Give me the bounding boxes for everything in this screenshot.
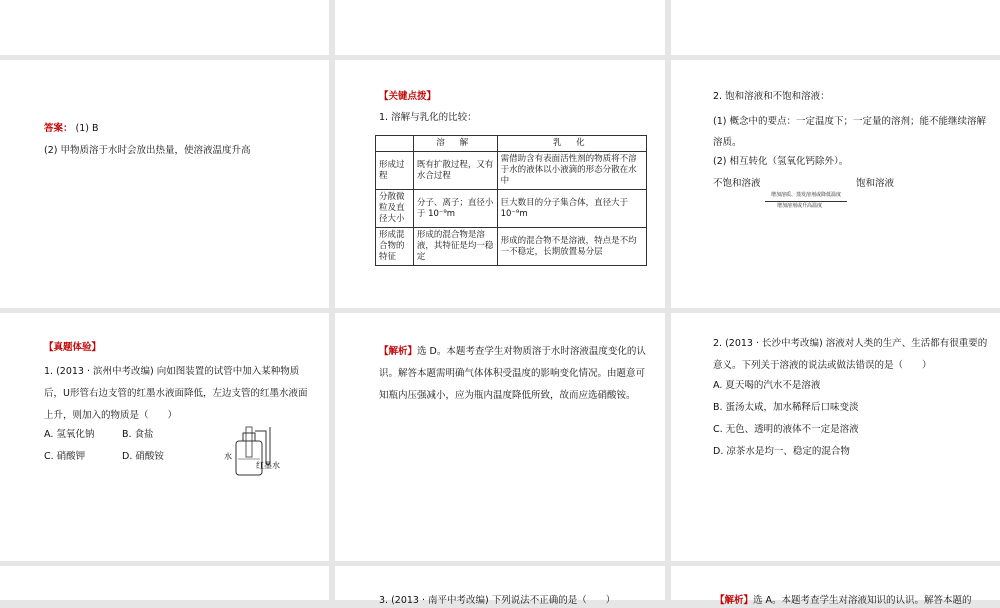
analysis-2-body: 选 A。本题考查学生对溶液知识的认识。解答本题的 (753, 595, 972, 606)
answer-line-2: (2) 甲物质溶于水时会放出热量，使溶液温度升高 (44, 145, 251, 156)
table-cell: 巨大数目的分子集合体，直径大于 10⁻⁹m (497, 190, 646, 228)
conversion-arrow (765, 201, 847, 202)
table-row (376, 152, 647, 190)
arrow-bottom-text: 增加溶剂或升高温度 (777, 203, 823, 209)
option-c: C. 硝酸钾 (44, 451, 86, 462)
option-a: A. 氢氧化钠 (44, 429, 95, 440)
key-points-intro: 1. 溶解与乳化的比较： (379, 112, 477, 123)
q2-option-c: C. 无色、透明的液体不一定是溶液 (713, 424, 859, 435)
q2-option-a: A. 夏天喝的汽水不是溶液 (713, 380, 821, 391)
slide-10 (0, 566, 329, 600)
analysis-body: 选 D。本题考查学生对物质溶于水时溶液温度变化的认识。解答本题需明确气体体积受温度的影响变化情况。由题意可知瓶内压强减小，应为瓶内温度降低所致，故而应选硝酸铵。 (379, 346, 646, 401)
key-points-heading: 【关键点拨】 (379, 91, 437, 102)
table-cell: 形成过程 (376, 152, 414, 190)
table-cell: 分子、离子；直径小于 10⁻⁹m (413, 190, 497, 228)
saturated-point-1: (1) 概念中的要点：一定温度下；一定量的溶剂；能不能继续溶解溶质。 (713, 116, 986, 148)
saturated-point-2: (2) 相互转化（氢氧化钙除外）。 (713, 156, 849, 167)
table-row (376, 228, 647, 266)
exam-heading: 【真题体验】 (44, 342, 102, 353)
slide-11 (335, 566, 665, 606)
analysis-2-label: 【解析】 (715, 595, 754, 606)
table-cell: 分散微粒及直径大小 (376, 190, 414, 228)
slide-exam-2 (671, 313, 1000, 561)
saturated-label: 饱和溶液 (856, 178, 895, 189)
table-cell: 既有扩散过程，又有水合过程 (413, 152, 497, 190)
slide-saturated (671, 60, 1000, 308)
saturated-title: 2. 饱和溶液和不饱和溶液： (713, 91, 830, 102)
slide-analysis-1 (335, 313, 665, 561)
slide-1 (0, 0, 329, 55)
analysis-2-partial (715, 594, 972, 608)
slide-exam-1 (0, 313, 329, 561)
analysis-label: 【解析】 (379, 346, 418, 357)
table-cell: 形成的混合物不是溶液，特点是不均一不稳定，长期放置易分层 (497, 228, 646, 266)
water-label: 水 (224, 452, 232, 461)
analysis-text (379, 341, 651, 407)
apparatus-figure (222, 425, 292, 483)
slide-3 (671, 0, 1000, 55)
slide-key-points (335, 60, 665, 308)
table-header-row (376, 136, 647, 152)
slide-answer (0, 60, 329, 308)
ink-label: 红墨水 (256, 461, 280, 470)
arrow-top-text: 增加溶质、蒸发溶剂或降低温度 (771, 192, 842, 198)
answer-label: 答案： (44, 123, 73, 134)
option-d: D. 硝酸铵 (122, 451, 164, 462)
slide-12 (671, 566, 1000, 606)
unsaturated-label: 不饱和溶液 (713, 178, 761, 189)
q2-option-b: B. 蛋汤太咸，加水稀释后口味变淡 (713, 402, 859, 413)
table-header-cell: 溶 解 (413, 136, 497, 152)
option-b: B. 食盐 (122, 429, 154, 440)
exam-question-2: 2. (2013 · 长沙中考改编) 溶液对人类的生产、生活都有很重要的意义。下列关于溶液的说法或做法错误的是（ ） (713, 338, 988, 371)
table-cell: 形成混合物的特征 (376, 228, 414, 266)
table-header-cell (376, 136, 414, 152)
table-header-cell: 乳 化 (497, 136, 646, 152)
exam-question-3-partial: 3. (2013 · 南平中考改编) 下列说法不正确的是（ ） (379, 595, 616, 606)
table-row (376, 190, 647, 228)
exam-question-1: 1. (2013 · 滨州中考改编) 向如图装置的试管中加入某种物质后，U形管右边支管的红墨水液面降低，左边支管的红墨水液面上升，则加入的物质是（ ） (44, 366, 308, 421)
answer-line-1: (1) B (75, 123, 99, 134)
comparison-table (375, 135, 647, 266)
table-cell: 形成的混合物是溶液，其特征是均一稳定 (413, 228, 497, 266)
table-cell: 需借助含有表面活性剂的物质将不溶于水的液体以小液滴的形态分散在水中 (497, 152, 646, 190)
q2-option-d: D. 凉茶水是均一、稳定的混合物 (713, 446, 850, 457)
slide-2 (335, 0, 665, 55)
